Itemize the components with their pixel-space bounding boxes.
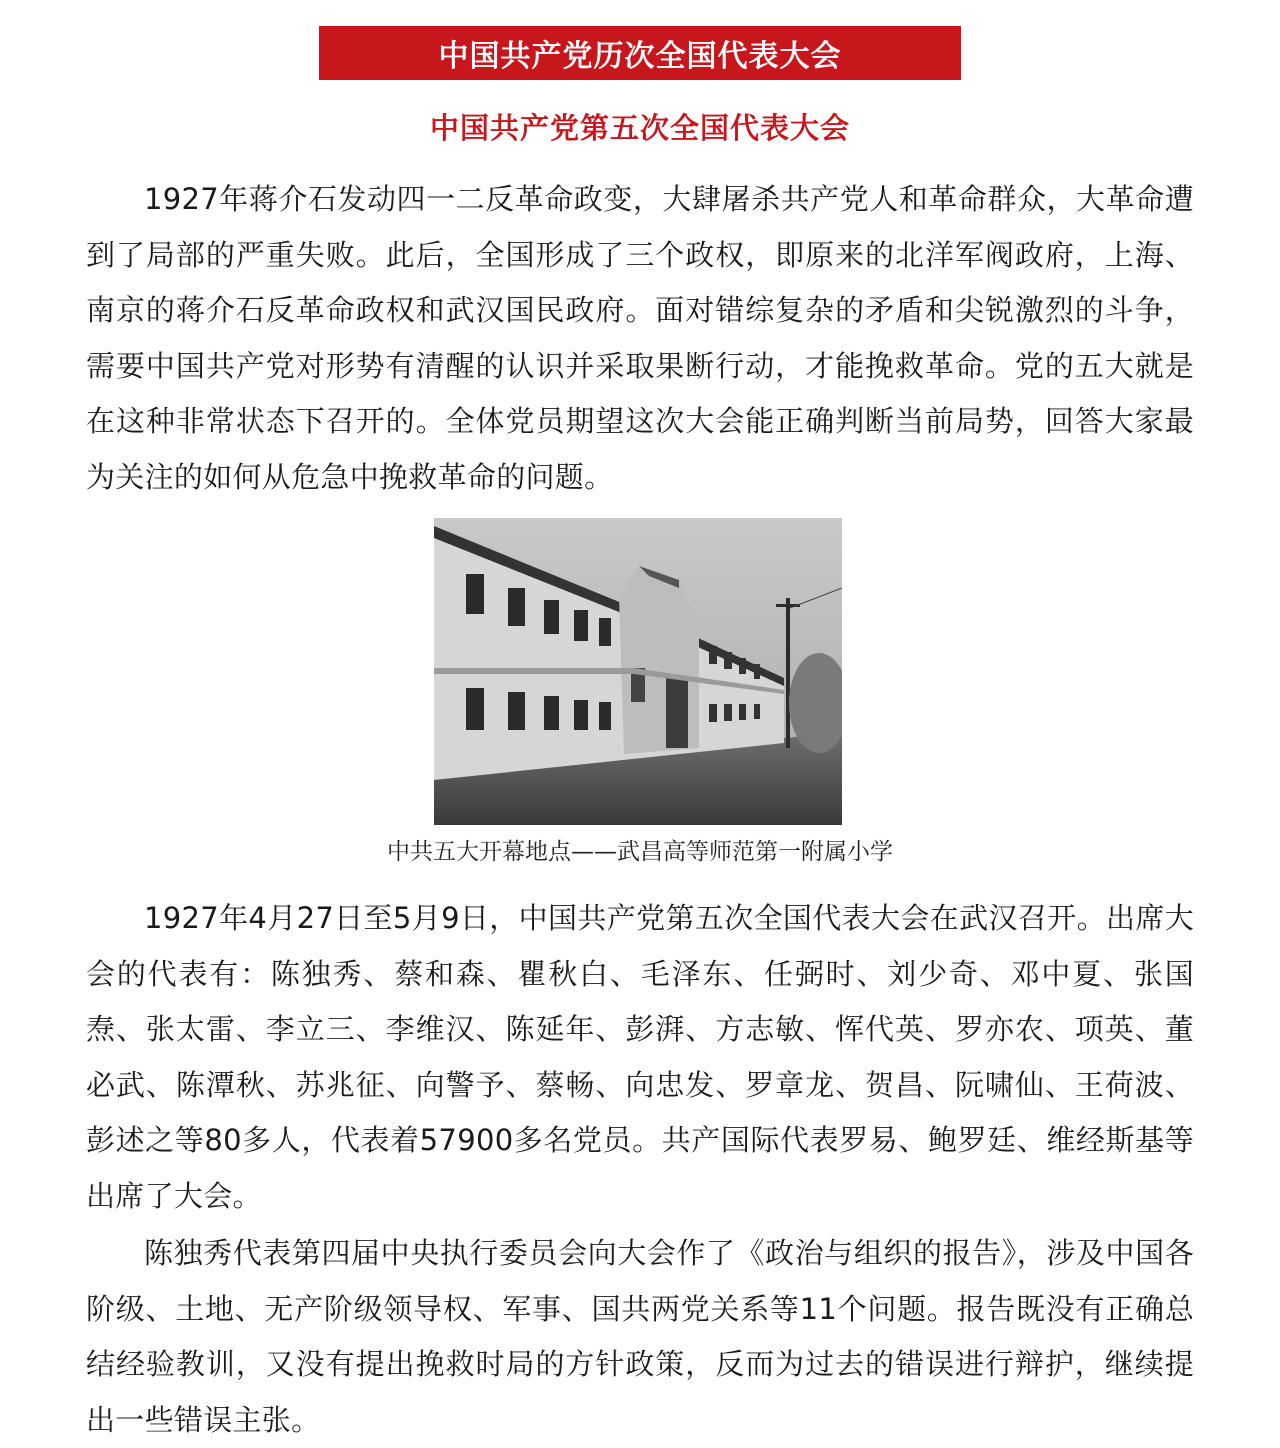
report-paragraph: 陈独秀代表第四届中央执行委员会向大会作了《政治与组织的报告》，涉及中国各阶级、土地、无产阶级领导权、军事、国共两党关系等11个问题。报告既没有正确总结经验教训，又没有提出挽救时局的方针政策，反而为过去的错误进行辩护，继续提出一些错误主张。 <box>86 1236 1194 1437</box>
intro-paragraph: 1927年蒋介石发动四一二反革命政变，大肆屠杀共产党人和革命群众，大革命遭到了局部的严重失败。此后，全国形成了三个政权，即原来的北洋军阀政府，上海、南京的蒋介石反革命政权和武汉国民政府。面对错综复杂的矛盾和尖锐激烈的斗争，需要中国共产党对形势有清醒的认识并采取果断行动，才能挽救革命。党的五大就是在这种非常状态下召开的。全体党员期望这次大会能正确判断当前局势，回答大家最为关注的如何从危急中挽救革命的问题。 <box>86 182 1194 494</box>
school-building-image <box>434 518 842 825</box>
banner-title: 中国共产党历次全国代表大会 <box>438 39 842 74</box>
title-banner <box>319 26 961 80</box>
historical-photo <box>434 518 842 825</box>
section-subtitle: 中国共产党第五次全国代表大会 <box>429 111 850 145</box>
photo-caption: 中共五大开幕地点——武昌高等师范第一附属小学 <box>387 839 893 865</box>
congress-paragraph: 1927年4月27日至5月9日，中国共产党第五次全国代表大会在武汉召开。出席大会的代表有：陈独秀、蔡和森、瞿秋白、毛泽东、任弼时、刘少奇、邓中夏、张国焘、张太雷、李立三、李维汉、陈延年、彭湃、方志敏、恽代英、罗亦农、项英、董必武、陈潭秋、苏兆征、向警予、蔡畅、向忠发、罗章龙、贺昌、阮啸仙、王荷波、彭述之等80多人，代表着57900多名党员。共产国际代表罗易、鲍罗廷、维经斯基等出席了大会。 <box>86 901 1194 1213</box>
